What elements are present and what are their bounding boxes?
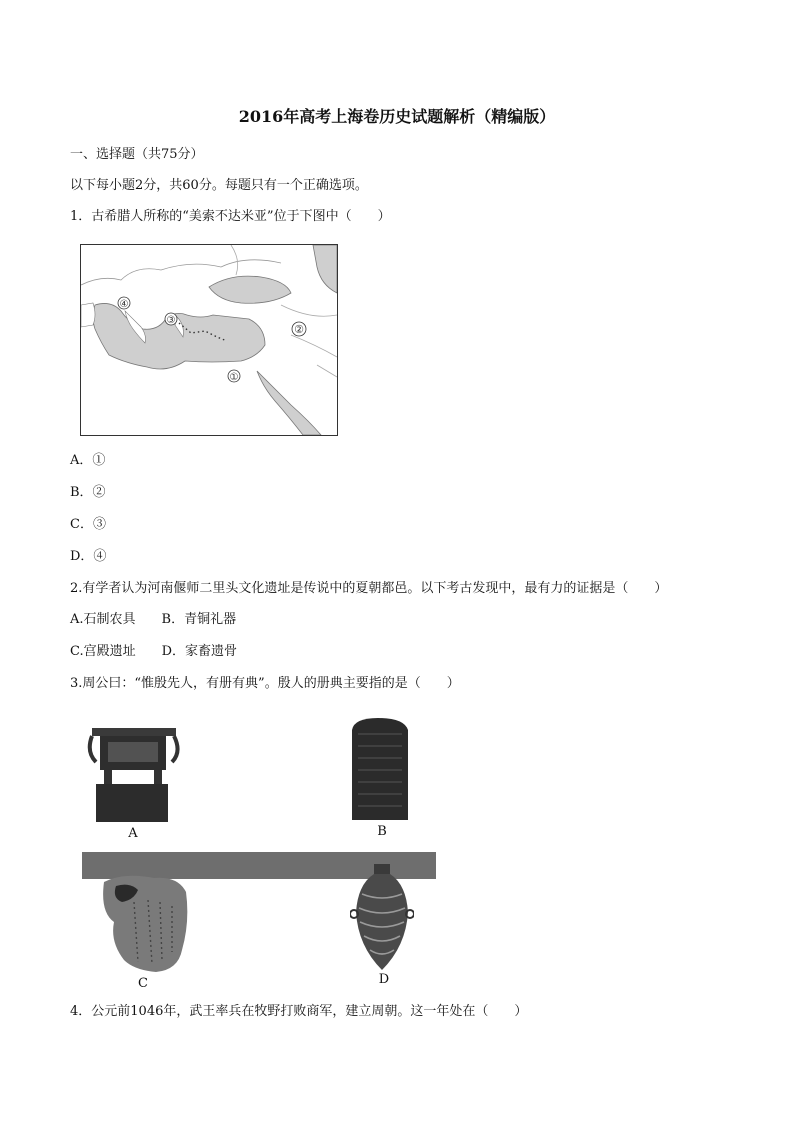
q2-options-row-1: A.石制农具 B．青铜礼器 bbox=[70, 612, 237, 627]
map-marker-2 bbox=[292, 322, 306, 336]
svg-text:③: ③ bbox=[166, 315, 176, 326]
stone-stele-figure bbox=[348, 716, 412, 822]
map-marker-1 bbox=[228, 370, 240, 383]
section-heading: 一、选择题（共75分） bbox=[70, 147, 204, 162]
svg-text:④: ④ bbox=[119, 299, 129, 310]
instruction-text: 以下每小题2分，共60分。每题只有一个正确选项。 bbox=[70, 178, 368, 193]
map-marker-4 bbox=[118, 297, 130, 310]
q2-options-row-2: C.宫殿遗址 D．家畜遗骨 bbox=[70, 644, 238, 659]
pottery-jar-figure bbox=[350, 862, 414, 972]
map-marker-3 bbox=[165, 313, 177, 326]
figure-label-b: B bbox=[377, 824, 387, 839]
page-title: 2016年高考上海卷历史试题解析（精编版） bbox=[238, 107, 556, 126]
question-1-map bbox=[80, 244, 338, 436]
oracle-bone-figure bbox=[94, 872, 194, 976]
figure-label-a: A bbox=[128, 826, 138, 841]
question-4-stem: 4．公元前1046年，武王率兵在牧野打败商军，建立周朝。这一年处在（ ） bbox=[70, 1004, 528, 1019]
svg-text:①: ① bbox=[229, 372, 239, 383]
q1-option-a: A．① bbox=[70, 453, 106, 468]
bronze-vessel-figure bbox=[86, 722, 182, 826]
figure-label-d: D bbox=[378, 972, 390, 987]
question-2-stem: 2.有学者认为河南偃师二里头文化遗址是传说中的夏朝都邑。以下考古发现中，最有力的证据是（ ） bbox=[70, 581, 668, 596]
map-illustration bbox=[81, 245, 337, 435]
q1-option-d: D．④ bbox=[70, 549, 107, 564]
question-1-stem: 1．古希腊人所称的“美索不达米亚”位于下图中（ ） bbox=[70, 209, 391, 224]
figure-label-c: C bbox=[138, 976, 148, 991]
q1-option-c: C．③ bbox=[70, 517, 106, 532]
svg-text:②: ② bbox=[294, 323, 304, 336]
question-3-stem: 3.周公曰：“惟殷先人，有册有典”。殷人的册典主要指的是（ ） bbox=[70, 676, 460, 691]
q1-option-b: B．② bbox=[70, 485, 106, 500]
